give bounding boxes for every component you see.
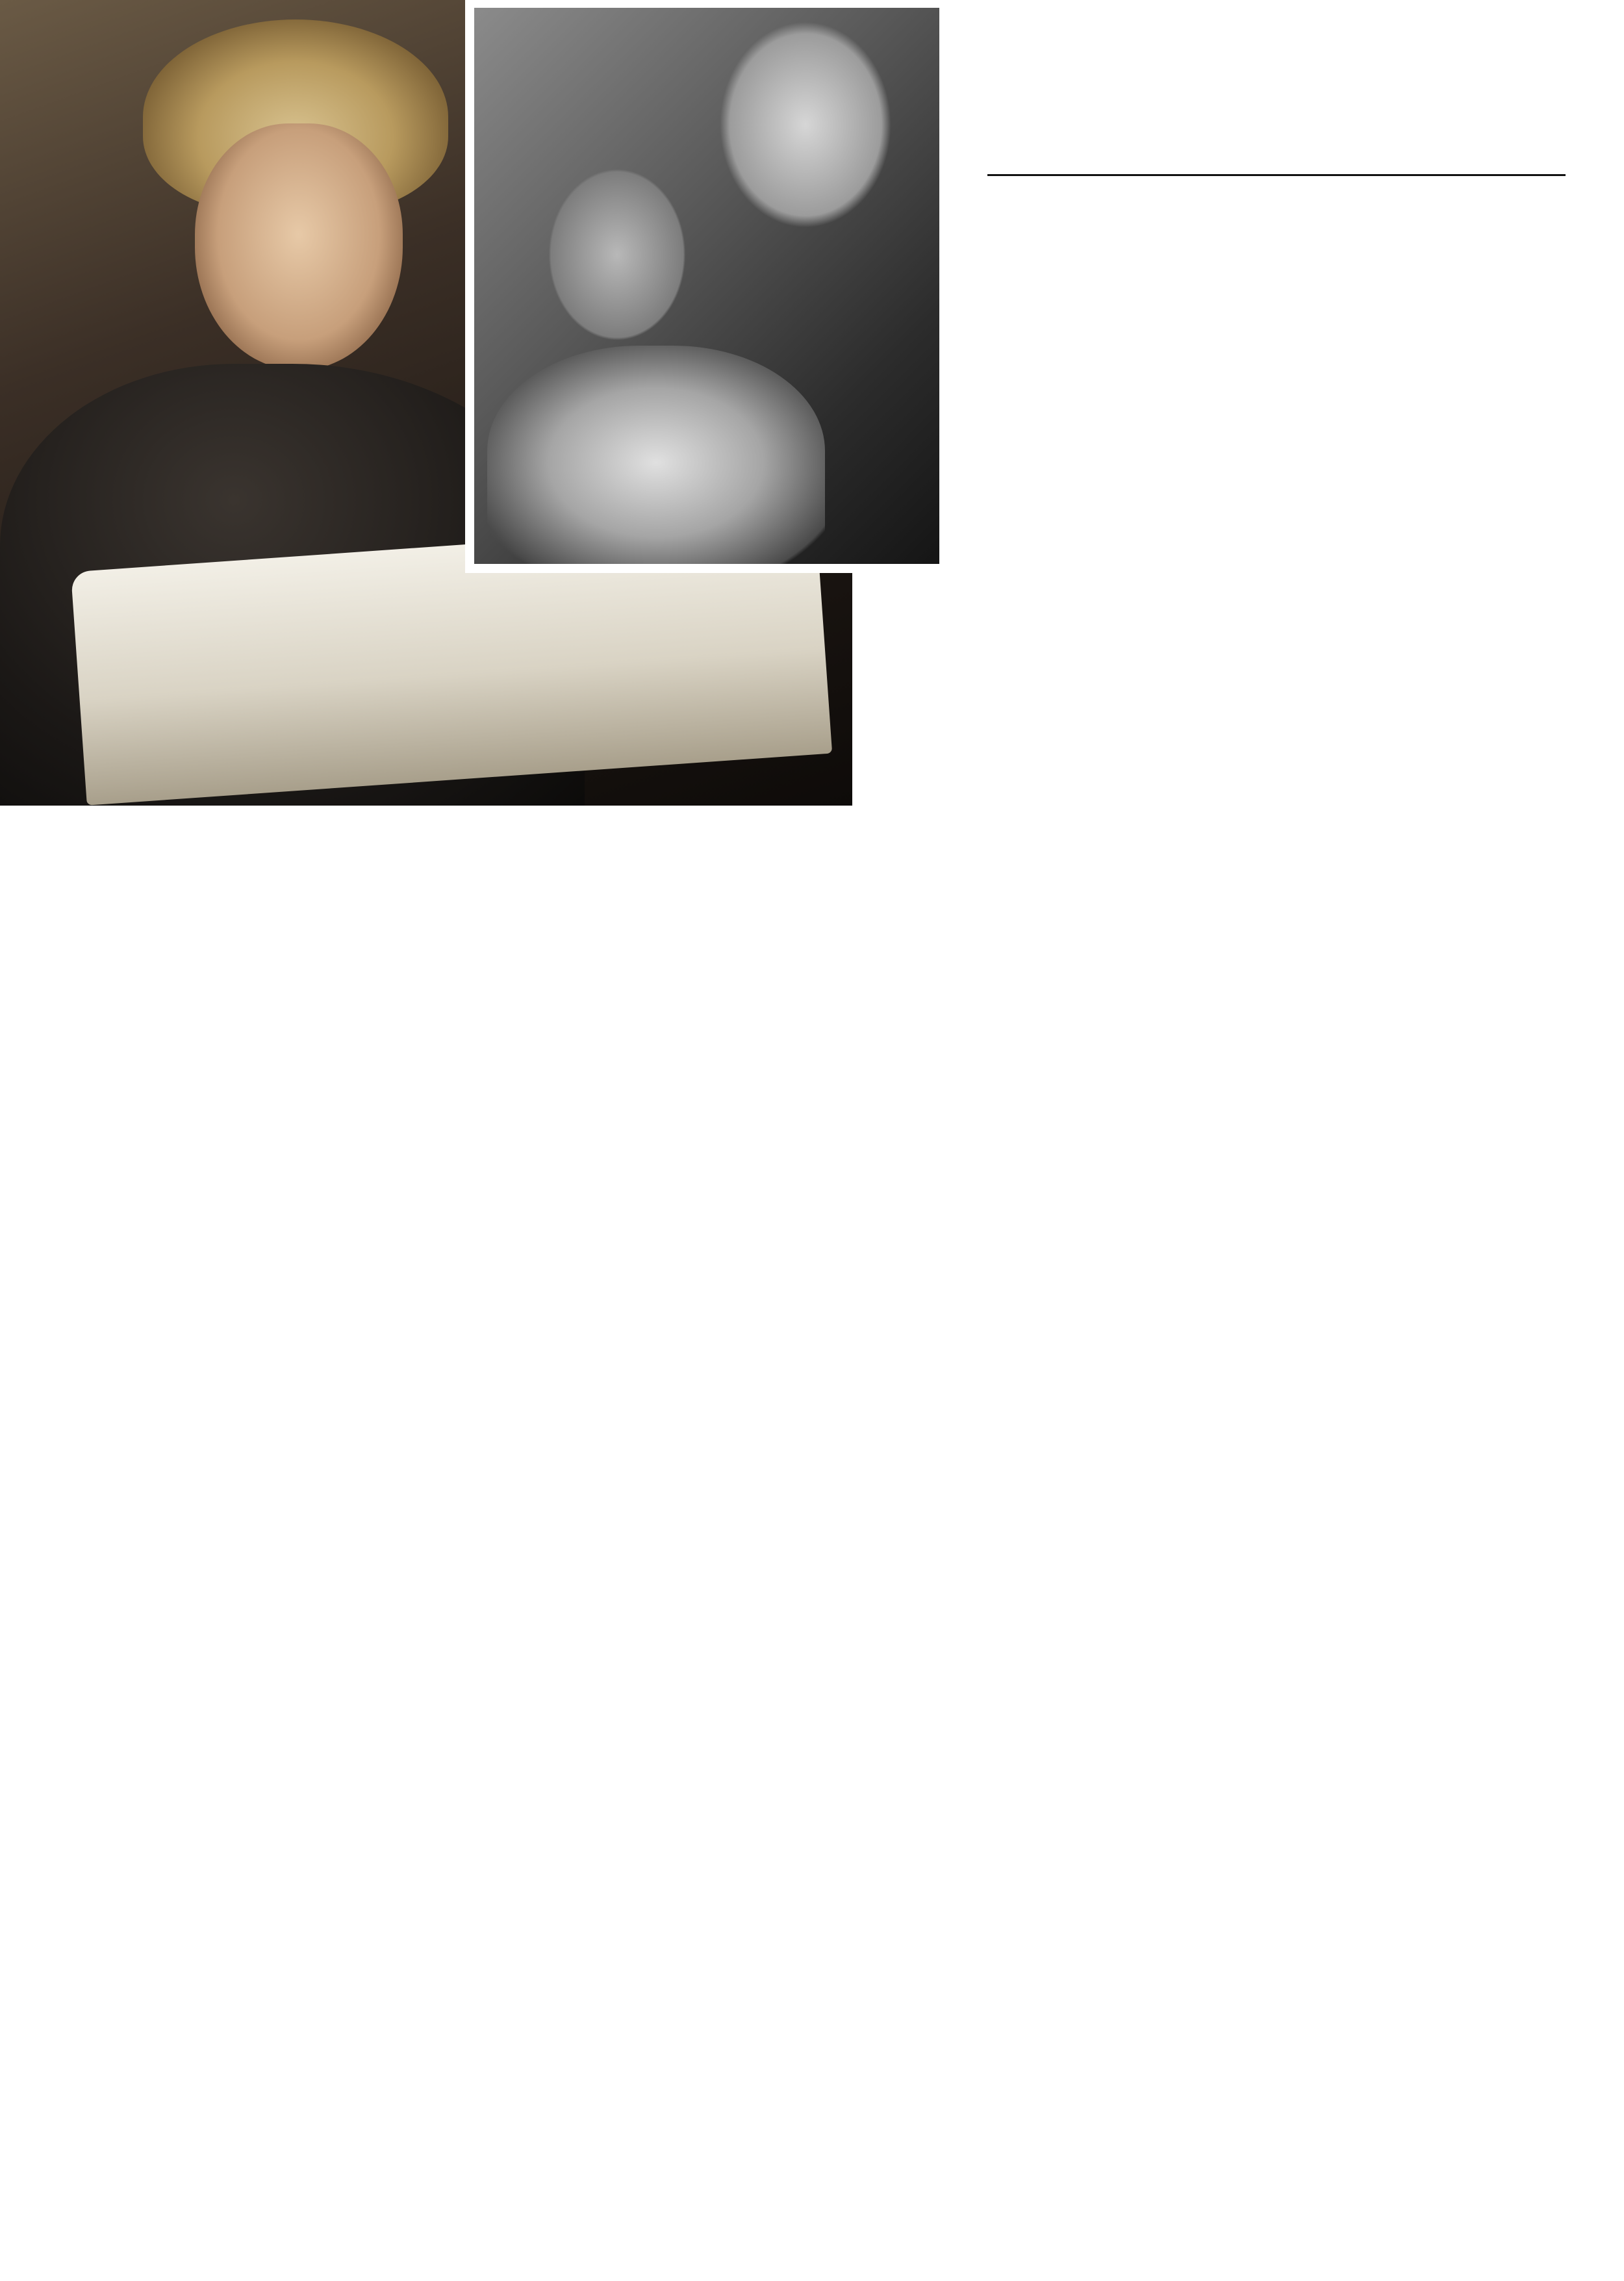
inset-head-shape xyxy=(539,157,695,352)
header-rule xyxy=(987,174,1566,176)
photo-credit xyxy=(1571,1949,1590,2053)
inset-fur-coat-shape xyxy=(487,346,825,564)
inset-laughing-head-shape xyxy=(708,8,903,242)
photo-face-shape xyxy=(195,123,403,370)
inset-photo-image xyxy=(474,8,939,564)
inset-photo xyxy=(466,0,947,572)
